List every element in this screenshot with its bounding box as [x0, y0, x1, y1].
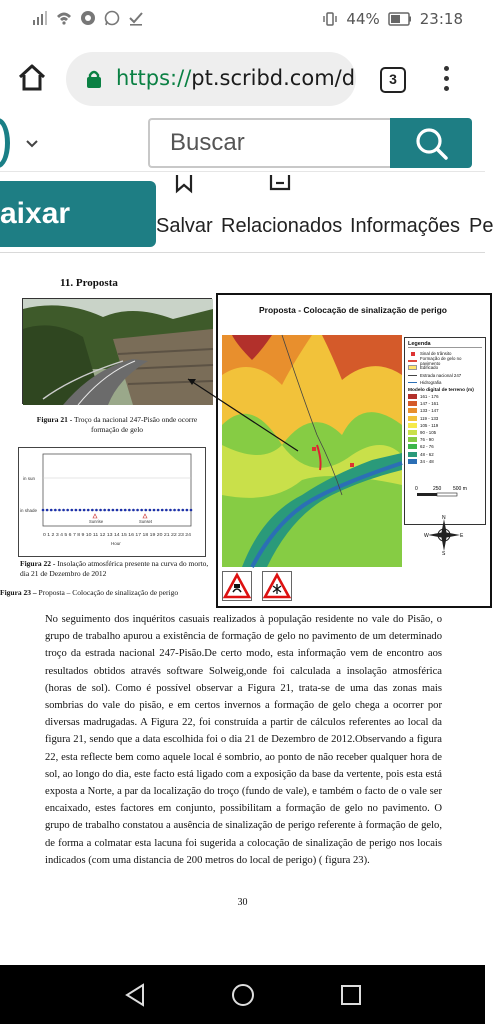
save-button[interactable]: Salvar — [156, 215, 213, 237]
figure-21-photo — [22, 298, 212, 404]
back-icon[interactable] — [124, 983, 146, 1007]
chrome-icon — [80, 10, 96, 26]
browser-toolbar — [0, 40, 485, 116]
address-bar[interactable] — [66, 52, 356, 106]
legend-dem-class — [408, 393, 482, 400]
data-point — [165, 509, 168, 512]
legend-dem-class — [408, 407, 482, 414]
scale-label-0: 0 — [415, 486, 418, 492]
data-point — [181, 509, 184, 512]
vibrate-icon — [322, 11, 338, 27]
figure-23-caption — [0, 588, 220, 598]
scribd-header — [0, 116, 485, 172]
legend-swatch — [408, 430, 417, 435]
data-point — [95, 509, 98, 512]
status-bar — [0, 0, 485, 40]
road-photo-image — [23, 299, 213, 405]
scale-bar — [413, 484, 479, 500]
figure-23-caption-label: Figura 23 – — [0, 588, 37, 597]
legend-dem-label: 48 - 62 — [420, 451, 434, 457]
data-point — [186, 509, 189, 512]
figure-23-caption-text: Proposta – Colocação de sinalização de perigo — [36, 588, 179, 597]
x-axis-title: Hour — [111, 541, 121, 546]
compass-w: W — [424, 533, 429, 539]
clock: 23:18 — [419, 10, 463, 28]
scale-label-500: 500 m — [453, 486, 467, 492]
legend-dem-classes — [408, 393, 482, 465]
slippery-road-sign-icon — [223, 572, 251, 600]
figure-21-caption — [22, 415, 212, 435]
legend-dem-class — [408, 436, 482, 443]
figure-22-caption-text: Insolação atmosférica presente na curva do morto, dia 21 de Dezembro de 2012 — [20, 559, 209, 578]
url-host: pt.scribd.com/d — [191, 66, 356, 90]
download-done-icon — [128, 10, 144, 26]
x-tick-labels: 0 1 2 3 4 5 6 7 8 9 10 11 12 13 14 15 16 17 18 19 20 21 22 23 24 — [43, 532, 192, 537]
data-point — [161, 509, 164, 512]
data-point — [149, 509, 152, 512]
snowflake-sign-icon — [263, 572, 291, 600]
legend-dem-title: Modelo digital de terreno (m) — [408, 387, 474, 393]
legend-item: Formação de gelo no pavimento — [408, 357, 482, 364]
figure-22-plot — [18, 447, 206, 557]
chevron-down-icon[interactable] — [24, 136, 40, 152]
data-point — [116, 509, 119, 512]
figure-21-caption-label: Figura 21 - — [36, 415, 73, 424]
map-legend — [404, 337, 486, 525]
recents-icon[interactable] — [340, 984, 362, 1006]
data-point — [173, 509, 176, 512]
data-point — [46, 509, 49, 512]
data-point — [157, 509, 160, 512]
legend-dem-class — [408, 450, 482, 457]
callout-arrow — [188, 375, 328, 455]
data-point — [112, 509, 115, 512]
legend-dem-label: 62 - 76 — [420, 444, 434, 450]
scale-label-250: 250 — [433, 486, 442, 492]
data-point — [50, 509, 53, 512]
body-paragraph — [45, 611, 442, 869]
data-point — [99, 509, 102, 512]
related-icon — [268, 175, 292, 193]
legend-dem-label: 76 - 90 — [420, 437, 434, 443]
data-point — [190, 509, 193, 512]
legend-dem-class — [408, 415, 482, 422]
data-point — [153, 509, 156, 512]
compass-rose-icon — [424, 515, 464, 555]
legend-dem-label: 161 - 176 — [420, 394, 439, 400]
warning-sign-ice — [262, 571, 292, 601]
legend-swatch — [408, 394, 417, 399]
data-point — [103, 509, 106, 512]
legend-dem-label: 147 - 161 — [420, 401, 439, 407]
body-text-content: No seguimento dos inquéritos casuais realizados à população residente no vale do Pisão, o grupo de trabalho apurou a existência de formação de gelo no pavimento de um determinado troço da estrada nacional 247-Pisão.De certo modo, esta informação vem de encontro aos resultados obtidos através software Solweig,onde foi calculada a insolação atmosférica (horas de sol). Como é possível observar a Figura 21, trata-se de uma das zonas mais sombrias do vale do pisão, e em certos invernos a formação de gelo chega a ocorrer por diversas madrugadas. A Figura 22, foi construída a partir de cálculos referentes ao local da figura 21, sendo que a data escolhida foi o dia 21 de Dezembro de 2012.Observando a figura 22, esta reflecte bem como aquele local é sombrio, ao ponto de não receber qualquer hora de sol, ao longo do dia, este facto está ligado com a exposição da base da vertente, pois esta está exposta a Norte, a par da localização do troço (fundo de vale), e também o facto de o vale ser encaixado, estes factores em conjunto, possibilitam a formação de gelo no pavimento. O grupo de trabalho constatou a ausência de sinalização de perigo referente à formação de gelo, de forma a colmatar esta lacuna foi sugerida a colocação de sinalização de perigo nos locais indicados (com uma distancia de 200 metros do local de perigo) ( figura 23). — [45, 614, 442, 866]
overflow-menu-icon[interactable] — [440, 66, 452, 94]
bookmark-icon — [172, 175, 196, 193]
download-button[interactable]: aixar — [0, 181, 156, 247]
data-point — [91, 509, 94, 512]
data-point — [177, 509, 180, 512]
data-point — [62, 509, 65, 512]
data-point — [120, 509, 123, 512]
search-button[interactable] — [390, 118, 472, 168]
system-icons — [322, 10, 463, 28]
legend-dem-label: 119 - 133 — [420, 415, 439, 421]
data-point — [140, 509, 143, 512]
url-scheme: https:// — [116, 66, 192, 90]
legend-swatch — [408, 401, 417, 406]
legend-dem-class — [408, 443, 482, 450]
signal-icon — [32, 10, 48, 26]
data-point — [136, 509, 139, 512]
legend-swatch — [408, 444, 417, 449]
data-point — [42, 509, 45, 512]
search-input[interactable]: Buscar — [148, 118, 392, 168]
legend-swatch — [408, 416, 417, 421]
document-actions — [0, 173, 493, 253]
legend-dem-label: 105 - 119 — [420, 422, 439, 428]
related-button[interactable]: Relacionados — [221, 215, 343, 237]
legend-swatch — [408, 459, 417, 464]
figure-22-caption — [20, 559, 210, 579]
android-nav-bar — [0, 965, 485, 1024]
data-point — [169, 509, 172, 512]
search-icon — [412, 125, 450, 163]
legend-item: Estrada nacional 247 — [408, 372, 482, 379]
legend-dem-class — [408, 458, 482, 465]
figure-23-map — [216, 293, 492, 608]
notification-icons — [32, 10, 144, 26]
figure-21-caption-text: Troço da nacional 247-Pisão onde ocorre formação de gelo — [72, 415, 198, 434]
data-point — [144, 509, 147, 512]
wifi-icon — [56, 10, 72, 26]
compass-e: E — [460, 533, 464, 539]
info-button[interactable]: Informações — [350, 215, 461, 237]
scribd-logo-icon[interactable] — [0, 118, 10, 168]
page-number: 30 — [237, 897, 248, 908]
legend-swatch — [408, 437, 417, 442]
data-point — [75, 509, 78, 512]
sunrise-label: Sunrise — [89, 519, 104, 524]
legend-swatch — [408, 408, 417, 413]
legend-dem-label: 34 - 48 — [420, 458, 434, 464]
home-icon[interactable] — [16, 62, 48, 94]
compass-s: S — [442, 551, 446, 557]
warning-sign-slippery — [222, 571, 252, 601]
data-point — [107, 509, 110, 512]
legend-title: Legenda — [408, 341, 482, 348]
battery-icon — [388, 12, 412, 26]
legend-dem-class — [408, 400, 482, 407]
legend-dem-class — [408, 429, 482, 436]
more-actions-button[interactable]: Pe — [469, 215, 493, 237]
legend-swatch — [408, 452, 417, 457]
legend-item: Edificado — [408, 364, 482, 371]
data-point — [132, 509, 135, 512]
document-page — [0, 263, 485, 963]
compass-n: N — [442, 515, 446, 521]
y-label-sun: in sun — [23, 476, 36, 481]
insolation-chart — [19, 448, 207, 558]
legend-dem-label: 133 - 147 — [420, 408, 439, 414]
data-point — [128, 509, 131, 512]
data-point — [87, 509, 90, 512]
data-point — [70, 509, 73, 512]
lock-icon — [86, 70, 102, 88]
sunset-label: Sunset — [139, 519, 153, 524]
tab-switcher-button[interactable]: 3 — [380, 67, 406, 93]
map-title: Proposta - Colocação de sinalização de perigo — [259, 305, 447, 315]
data-point — [54, 509, 57, 512]
legend-swatch — [408, 423, 417, 428]
data-point — [66, 509, 69, 512]
figure-22-caption-label: Figura 22 - — [20, 559, 56, 568]
legend-dem-class — [408, 422, 482, 429]
url-text — [116, 66, 355, 90]
data-point — [83, 509, 86, 512]
insolation-data-points — [42, 509, 193, 512]
data-point — [79, 509, 82, 512]
legend-item: Hidrografia — [408, 379, 482, 386]
whatsapp-icon — [104, 10, 120, 26]
home-nav-icon[interactable] — [231, 983, 255, 1007]
y-label-shade: in shade — [20, 508, 38, 513]
battery-percent: 44% — [346, 10, 380, 28]
legend-dem-label: 90 - 105 — [420, 429, 437, 435]
data-point — [58, 509, 61, 512]
data-point — [124, 509, 127, 512]
legend-item: Sinal de trânsito — [408, 350, 482, 357]
section-heading: 11. Proposta — [60, 277, 118, 289]
